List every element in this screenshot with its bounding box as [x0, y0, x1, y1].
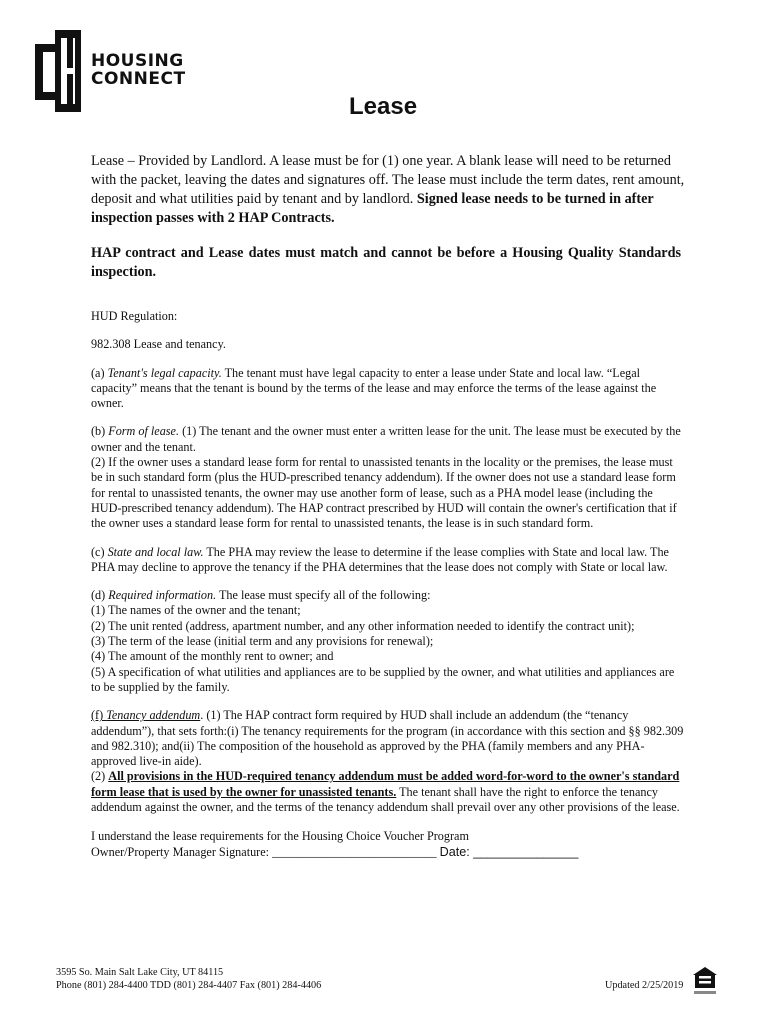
date-field: Date: _______________	[439, 844, 579, 859]
intro-text: Lease – Provided by Landlord. A lease must be for (1) one year. A blank lease will need to be returned with the packet, leaving the dates and signatures off. The lease must include the term dates, rent amount, deposit and what utilities paid by tenant and by landlord.	[91, 153, 685, 207]
clause-f-title: Tenancy addendum	[106, 708, 201, 723]
housing-connect-logo-icon	[33, 30, 81, 112]
clause-a-title: Tenant's legal capacity.	[107, 365, 222, 380]
clause-d-item-3: (3) The term of the lease (initial term and any provisions for renewal);	[91, 634, 434, 649]
equal-housing-opportunity-icon	[692, 966, 718, 996]
footer-address-block	[56, 966, 321, 992]
clause-f-text2-bold: All provisions in the HUD-required tenancy addendum must be added word-for-word to the owner's standard form lease that is used by the owner for unassisted tenants.	[91, 769, 680, 799]
housing-connect-logo	[33, 30, 213, 112]
regulation-section: 982.308 Lease and tenancy.	[91, 337, 226, 352]
clause-c-title: State and local law.	[107, 544, 204, 559]
footer-phone: Phone (801) 284-4400 TDD (801) 284-4407 Fax (801) 284-4406	[56, 980, 322, 991]
clause-d-text: The lease must specify all of the following:	[216, 588, 431, 603]
clause-a	[91, 366, 686, 412]
clause-b-text2: (2) If the owner uses a standard lease form for rental to unassisted tenants in the locality or the premises, the lease must be in such standard form (plus the HUD-prescribed tenancy addendum). If the owner does not use a standard lease form for rental to unassisted tenants, the owner may use another form of lease, such as a PHA model lease (including the HUD-prescribed tenancy addendum). The HAP contract prescribed by HUD will contain the owner's certification that if the owner uses a standard lease form for rental to unassisted tenants, the lease is in such standard form.	[91, 455, 677, 531]
regulation-heading: HUD Regulation:	[91, 309, 178, 323]
clause-c	[91, 545, 686, 576]
logo-line2: CONNECT	[91, 69, 186, 89]
clause-f	[91, 708, 686, 769]
clause-f-label: (f)	[91, 708, 107, 723]
logo-wordmark	[91, 52, 186, 88]
clause-d-item-2: (2) The unit rented (address, apartment number, and any other information needed to identify the contract unit);	[91, 618, 635, 633]
clause-d-item-4: (4) The amount of the monthly rent to owner; and	[91, 649, 334, 664]
signature-field: Owner/Property Manager Signature: ___________________________	[91, 844, 440, 859]
clause-d-item-5: (5) A specification of what utilities and appliances are to be supplied by the owner, and what utilities and appliances are to be supplied by the family.	[91, 664, 675, 694]
clause-d-title: Required information.	[108, 588, 217, 603]
acknowledgement: I understand the lease requirements for the Housing Choice Voucher Program	[91, 829, 469, 844]
clause-b-text1: (1) The tenant and the owner must enter a written lease for the unit. The lease must be executed by the owner and the tenant.	[91, 424, 681, 454]
intro-paragraph	[91, 152, 691, 228]
dates-notice: HAP contract and Lease dates must match and cannot be before a Housing Quality Standards inspection.	[91, 245, 681, 280]
clause-f-text2-rest: The tenant shall have the right to enforce the tenancy addendum against the owner, and the terms of the tenancy addendum shall prevail over any other provisions of the lease.	[91, 784, 680, 815]
clause-b	[91, 424, 686, 455]
clause-d-item-1: (1) The names of the owner and the tenant;	[91, 603, 301, 618]
clause-f-part2	[91, 769, 686, 815]
intro-bold-text: Signed lease needs to be turned in after inspection passes with 2 HAP Contracts.	[91, 191, 654, 226]
clause-f-text2-prefix: (2)	[91, 769, 109, 784]
hud-regulation	[91, 309, 686, 860]
clause-c-text: The PHA may review the lease to determine if the lease complies with State and local law. The PHA may decline to approve the tenancy if the PHA determines that the lease does not comply with State or local law.	[91, 544, 669, 574]
clause-b-label: (b)	[91, 424, 109, 439]
clause-c-label: (c)	[91, 544, 108, 559]
logo-line1: HOUSING	[91, 51, 184, 71]
clause-b-title: Form of lease.	[108, 424, 180, 439]
clause-d-label: (d)	[91, 588, 109, 603]
page-title: Lease	[349, 93, 418, 120]
clause-a-label: (a)	[91, 365, 108, 380]
signature-line	[91, 845, 686, 860]
clause-a-text: The tenant must have legal capacity to enter a lease under State and local law. “Legal capacity” means that the tenant is bound by the terms of the lease and may enforce the terms of the lease against the owner.	[91, 365, 657, 411]
footer-updated: Updated 2/25/2019	[605, 980, 684, 991]
footer-address: 3595 So. Main Salt Lake City, UT 84115	[56, 967, 224, 978]
clause-f-text1: . (1) The HAP contract form required by HUD shall include an addendum (the “tenancy addendum”), that sets forth:(i) The tenancy requirements for the program (in accordance with this section and §§ 982.309 and 982.310); and(ii) The composition of the household as approved by the PHA (family members and any PHA-approved live-in aide).	[91, 708, 684, 769]
clause-d	[91, 588, 686, 603]
